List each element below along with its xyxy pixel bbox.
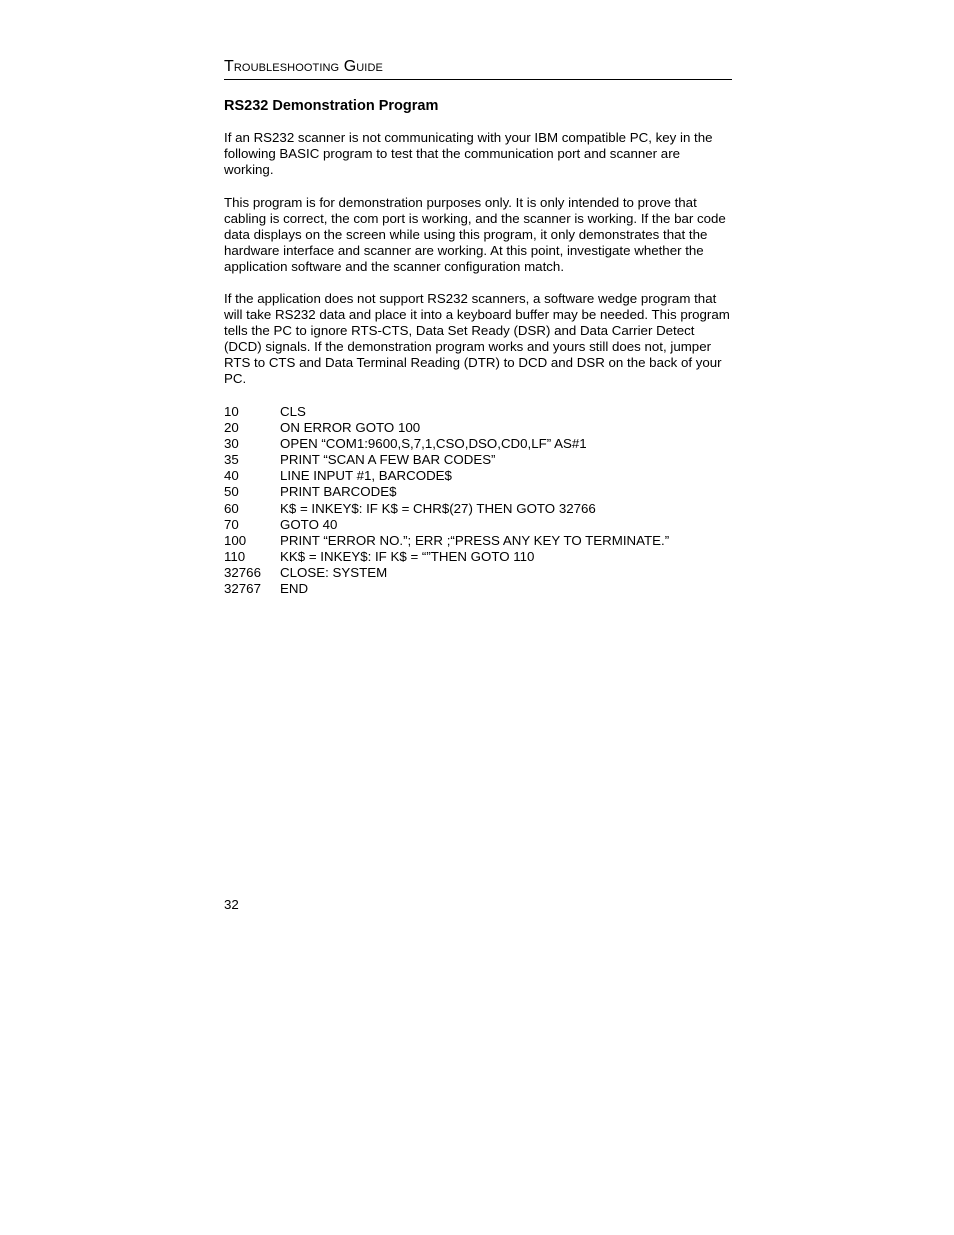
program-line — [224, 420, 732, 436]
program-line — [224, 452, 732, 468]
program-line — [224, 517, 732, 533]
program-line — [224, 404, 732, 420]
section-title: RS232 Demonstration Program — [224, 98, 439, 114]
line-statement: K$ = INKEY$: IF K$ = CHR$(27) THEN GOTO 32766 — [280, 500, 596, 516]
line-statement: PRINT “SCAN A FEW BAR CODES” — [280, 452, 496, 468]
line-number: 20 — [224, 420, 239, 436]
line-statement: CLS — [280, 404, 306, 419]
line-statement: CLOSE: SYSTEM — [280, 564, 388, 580]
program-line — [224, 436, 732, 452]
line-number: 32766 — [224, 564, 261, 580]
line-number: 10 — [224, 404, 239, 419]
line-statement: KK$ = INKEY$: IF K$ = “”THEN GOTO 110 — [280, 548, 535, 564]
line-statement: GOTO 40 — [280, 516, 338, 532]
body-paragraph-wedge: If the application does not support RS232 scanners, a software wedge program that will take RS232 data and place it into a keyboard buffer may be needed. This program tells the PC to ignore RTS-CTS, Data Set Ready (DSR) and Data Carrier Detect (DCD) signals. If the demonstration program works and yours still does not, jumper RTS to CTS and Data Terminal Reading (DTR) to DCD and DSR on the back of your PC. — [224, 291, 730, 387]
line-number: 30 — [224, 436, 239, 452]
line-number: 100 — [224, 532, 247, 548]
program-line — [224, 468, 732, 484]
line-number: 60 — [224, 500, 239, 516]
body-paragraph-purpose: This program is for demonstration purposes only. It is only intended to prove that cabling is correct, the com port is working, and the scanner is working. If the bar code data displays on the screen while using this program, it only demonstrates that the hardware interface and scanner are working. At this point, investigate whether the application software and the scanner configuration match. — [224, 195, 726, 275]
line-number: 70 — [224, 516, 239, 532]
body-paragraph-intro: If an RS232 scanner is not communicating with your IBM compatible PC, key in the following BASIC program to test that the communication port and scanner are working. — [224, 130, 713, 178]
line-number: 35 — [224, 452, 239, 468]
line-number: 50 — [224, 484, 239, 500]
program-line — [224, 549, 732, 565]
line-number: 110 — [224, 548, 246, 564]
program-line — [224, 581, 732, 597]
line-statement: LINE INPUT #1, BARCODE$ — [280, 468, 452, 484]
line-statement: ON ERROR GOTO 100 — [280, 420, 421, 436]
document-page — [224, 0, 732, 1235]
program-line — [224, 501, 732, 517]
program-line — [224, 484, 732, 500]
program-line — [224, 565, 732, 581]
line-statement: OPEN “COM1:9600,S,7,1,CSO,DSO,CD0,LF” AS#1 — [280, 436, 587, 452]
basic-program-listing — [224, 404, 732, 597]
running-header: Troubleshooting Guide — [224, 56, 732, 80]
line-statement: PRINT “ERROR NO.”; ERR ;“PRESS ANY KEY TO TERMINATE.” — [280, 532, 670, 548]
line-statement: END — [280, 581, 309, 597]
line-statement: PRINT BARCODE$ — [280, 484, 397, 500]
line-number: 32767 — [224, 581, 261, 597]
page-number: 32 — [224, 897, 239, 912]
program-line — [224, 533, 732, 549]
line-number: 40 — [224, 468, 239, 484]
